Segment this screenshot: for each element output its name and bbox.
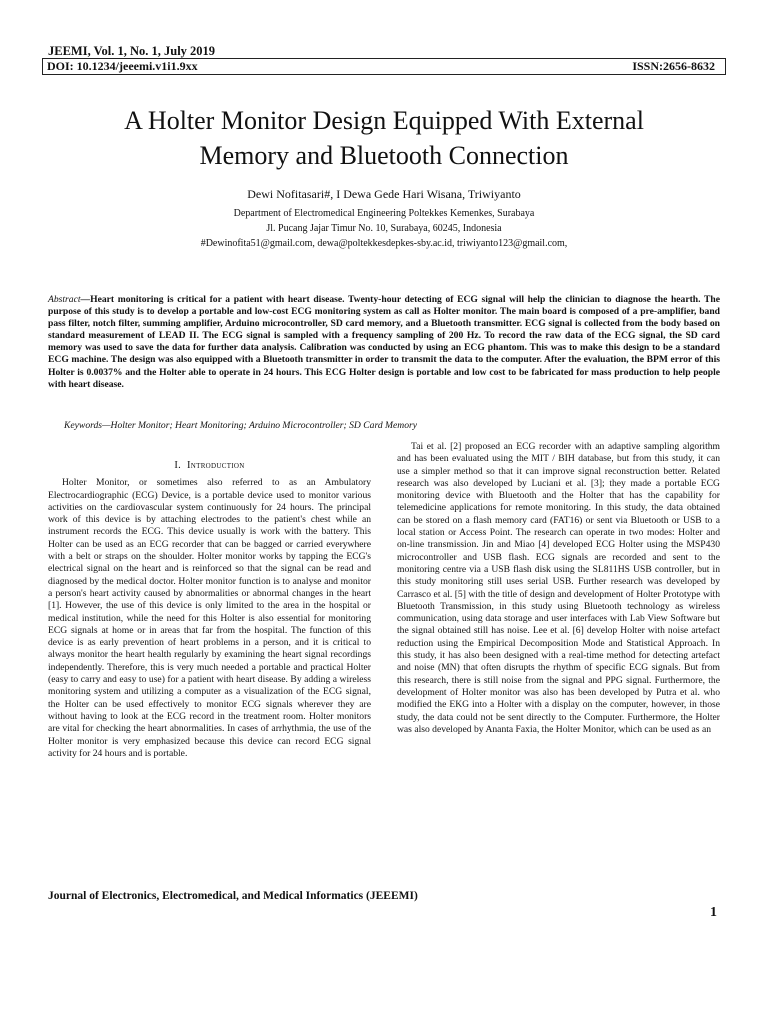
related-work-paragraph: Tai et al. [2] proposed an ECG recorder with an adaptive sampling algorithm and has been evaluated using the MIT / BIH database, but from this study, it can use a simpler method so that it can improve signal reconstruction better. Related research was also developed by Luciani et al. [3]; they made a portable ECG monitoring device with Bluetooth and the Holter that has the capability for telemedicine applications for remote monitoring. In this study, the data obtained can be stored on a flash memory card (FAT16) or sent via Bluetooth or USB to a local station or Access Point. The research can operate in two modes: Holter and on-line transmission. Jin and Miao [4] developed ECG Holter using the MSP430 microcontroller and USB flash. ECG signals are recorded and sent to the monitoring centre via a USB flash disk using the SL811HS USB controller, but in this study monitoring still uses serial USB. Further research was developed by Carrasco et al. [5] with the title of design and development of Holter Prototype with Bluetooth Transmission, in this study using Bluetooth technology as wireless communication, using data storage and user interfaces with Lab View Software but the signal obtained still has noise. Lee et al. [6] develop Holter with noise artefact reduction using the Empirical Decomposition Mode and Statistical Approach. In this study, it has also been designed with a real-time method for detecting artefact and noise (MN) that often disrupts the rhythm of specific ECG signals. But from this research, there is still noise from the signal and PPG signal. Furthermore, the development of Holter monitor was also has been developed by Putra et al. who modified the EKG into a Holter with a display on the computer, however, in those study, the data could not be sent directly to the Computer. Furthermore, the Holter was also developed by Ananta Faxia, the Holter Monitor, which can be used as an [397,441,720,735]
affiliation-emails: #Dewinofita51@gmail.com, dewa@poltekkesdepkes-sby.ac.id, triwiyanto123@gmail.com, [200,238,568,249]
journal-header: JEEMI, Vol. 1, No. 1, July 2019 [48,44,216,58]
issn-label: ISSN:2656-8632 [632,59,715,73]
authors: Dewi Nofitasari#, I Dewa Gede Hari Wisana, Triwiyanto [247,187,521,201]
title-line-1: A Holter Monitor Design Equipped With External [124,106,644,135]
abstract-label: Abstract [48,294,81,305]
keywords: Keywords—Holter Monitor; Heart Monitoring; Arduino Microcontroller; SD Card Memory [64,420,417,431]
section-number: I. [174,460,182,471]
intro-paragraph: Holter Monitor, or sometimes also referred to as an Ambulatory Electrocardiographic (ECG) Device, is a portable device used to monitor various activities on the cardiovascular system continuously for 24 hours. The principal work of this device is by attaching electrodes to the patient's chest while an instrument records the ECG. This device usually is work with the battery. This Holter can be used as an ECG recorder that can be bagged or carried everywhere with a belt or straps on the shoulder. Holter monitor works by tapping the ECG's electrical signal on the heart and is reinforced so that the signal can be read and diagnosed by the medical doctor. Holter monitor function is to analyse and monitor a person's heart activity caused by abnormalities or abnormal changes in the heart [1]. However, the use of this device is only limited to the area in the hospital or medical institution, while the need for this Holter is also essential for monitoring ECG signals at home or in areas that far from the hospital. The function of this device is as early prevention of heart problems in a person, and it is critical to always monitor the heart health regularly by examining the heart signal recordings independently. Therefore, this is very much needed a portable and practical Holter (easy to carry and easy to use) for a patient with heart disease. By adding a wireless monitoring system and utilizing a computer as a visualization of the ECG signal, the Holter can be used effectively to monitor ECG signals wherever they are without having to look at the ECG record in the treatment room. Holter monitors are vital for checking the heart abnormalities. In cases of arrhythmia, the use of the Holter monitor is very emphasized because this device can record ECG signal activity for 24 hours and is portable. [48,477,371,759]
section-heading [48,460,371,472]
affiliation-address: Jl. Pucang Jajar Timur No. 10, Surabaya, 60245, Indonesia [266,223,502,234]
left-column [48,460,371,760]
section-title: Introduction [186,460,245,471]
doi-bar [42,58,726,75]
title-line-2: Memory and Bluetooth Connection [199,141,569,170]
right-column [397,441,720,736]
affiliation-dept: Department of Electromedical Engineering Poltekkes Kemenkes, Surabaya [233,208,535,219]
page-number: 1 [710,905,717,920]
doi-label: DOI: 10.1234/jeeemi.v1i1.9xx [47,59,198,73]
abstract-text: —Heart monitoring is critical for a patient with heart disease. Twenty-hour detecting of ECG signal will help the clinician to diagnose the hearth. The purpose of this study is to develop a portable and low-cost ECG monitoring system as call as Holter monitor. The main board is composed of a pre-amplifier, band pass filter, notch filter, summing amplifier, Arduino microcontroller, SD card memory, and a Bluetooth transmitter. ECG signal is collected from the body based on standard measurement of LEAD II. The ECG signal is sampled with a frequency sampling of 200 Hz. To record the raw data of the ECG signal, the SD card memory was used to save the data for further data analysis. Calibration was conducted by using an ECG phantom. This was to make this design to be a standard ECG machine. The design was also equipped with a Bluetooth transmitter in order to transmit the data to the computer. After the evaluation, the BPM error of this Holter is 0.0037% and the Holter able to operate in 24 hours. This ECG Holter design is portable and low cost to be fabricated for mass production to help people with heart disease. [48,294,720,390]
abstract [48,294,720,391]
footer-journal: Journal of Electronics, Electromedical, and Medical Informatics (JEEEMI) [48,890,418,902]
paper-title [40,103,728,173]
